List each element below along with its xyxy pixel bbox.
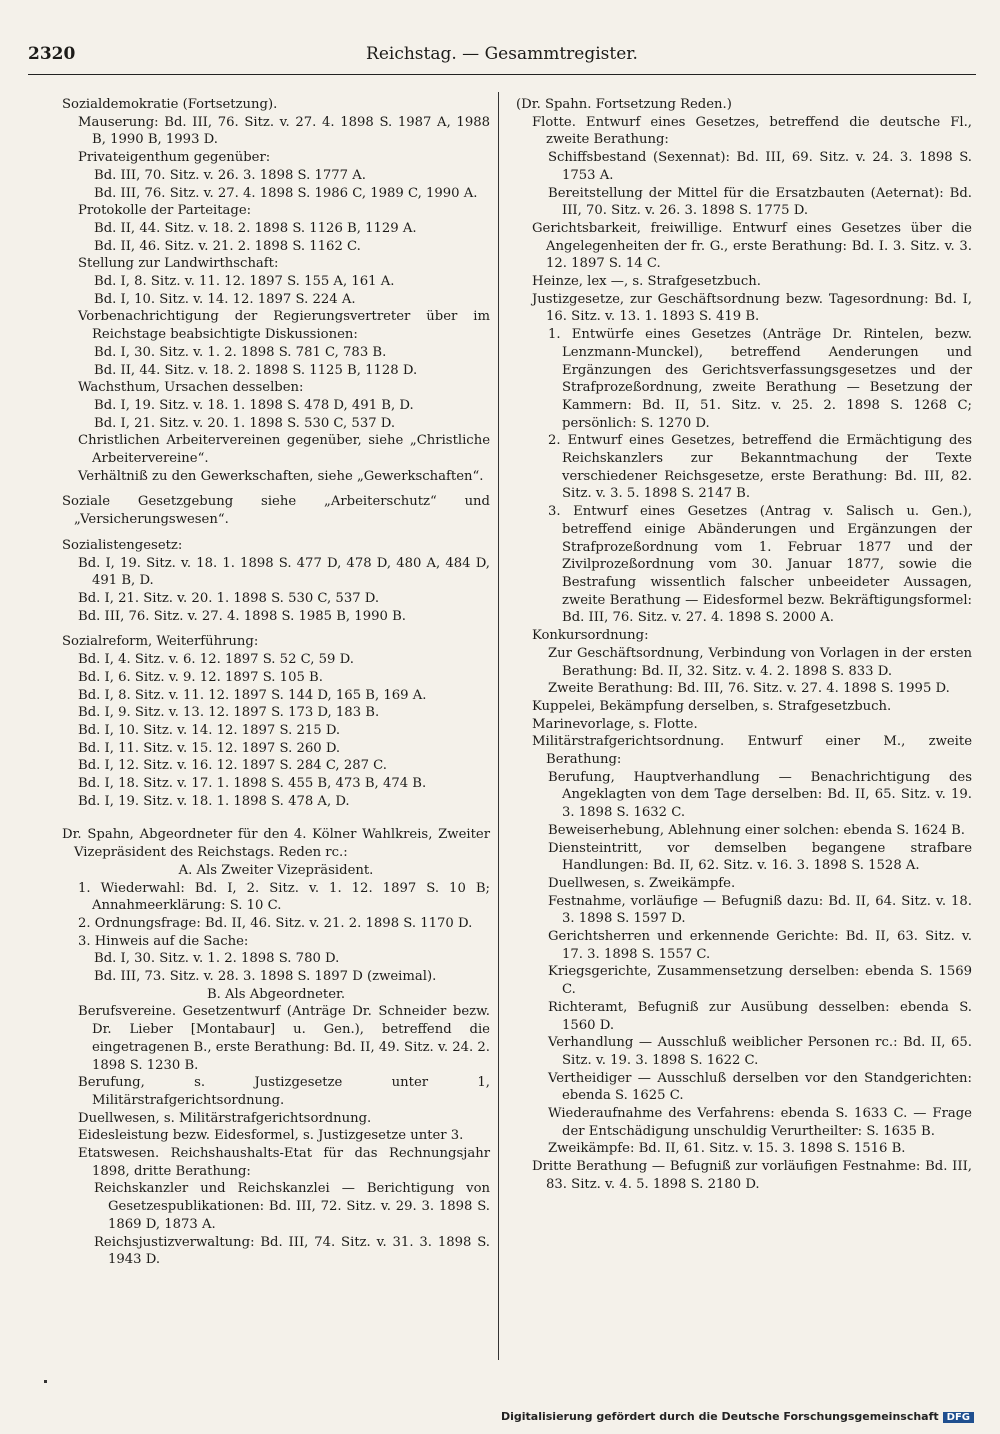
index-entry: Bd. I, 10. Sitz. v. 14. 12. 1897 S. 224 A. xyxy=(94,291,356,307)
index-entry: Verhandlung — Ausschluß weiblicher Personen rc.: Bd. II, 65. Sitz. v. 19. 3. 1898 S. 1622 C. xyxy=(548,1035,972,1068)
index-entry: Gerichtsbarkeit, freiwillige. Entwurf eines Gesetzes über die Angelegenheiten der fr. G., erste Berathung: Bd. I. 3. Sitz. v. 3. 12. 1897 S. 14 C. xyxy=(532,220,972,272)
index-entry: Eidesleistung bezw. Eidesformel, s. Justizgesetze unter 3. xyxy=(78,1128,464,1144)
index-entry: Dr. Spahn, Abgeordneter für den 4. Kölner Wahlkreis, Zweiter Vizepräsident des Reichstags. Reden rc.: xyxy=(62,827,490,861)
index-entry: Bd. I, 4. Sitz. v. 6. 12. 1897 S. 52 C, 59 D. xyxy=(78,652,354,668)
index-entry: 2. Entwurf eines Gesetzes, betreffend die Ermächtigung des Reichskanzlers zur Bekanntmachung der Texte verschiedener Reichsgesetze, erste Berathung: Bd. III, 82. Sitz. v. 3. 5. 1898 S. 2147 B. xyxy=(548,433,972,502)
index-entry: Berufsvereine. Gesetzentwurf (Anträge Dr. Schneider bezw. Dr. Lieber [Montabaur] u. Gen.), betreffend die eingetragenen B., erste Berathung: Bd. II, 49. Sitz. v. 24. 2. 1898 S. 1230 B. xyxy=(78,1004,490,1073)
index-entry: Duellwesen, s. Militärstrafgerichtsordnung. xyxy=(78,1110,372,1126)
index-entry: Soziale Gesetzgebung siehe „Arbeiterschutz“ und „Versicherungswesen“. xyxy=(62,494,490,528)
index-entry: Bd. I, 9. Sitz. v. 13. 12. 1897 S. 173 D, 183 B. xyxy=(78,705,380,721)
spacer xyxy=(62,810,490,826)
index-entry: Schiffsbestand (Sexennat): Bd. III, 69. Sitz. v. 24. 3. 1898 S. 1753 A. xyxy=(548,150,972,183)
index-entry: A. Als Zweiter Vizepräsident. xyxy=(178,862,374,878)
index-entry: 3. Hinweis auf die Sache: xyxy=(78,933,249,949)
index-entry: Vertheidiger — Ausschluß derselben vor den Standgerichten: ebenda S. 1625 C. xyxy=(548,1070,972,1104)
index-entry: Bd. III, 70. Sitz. v. 26. 3. 1898 S. 1777 A. xyxy=(94,167,366,183)
index-entry: Richteramt, Befugniß zur Ausübung desselben: ebenda S. 1560 D. xyxy=(548,999,972,1033)
dfg-logo: DFG xyxy=(943,1412,974,1423)
index-entry: Wachsthum, Ursachen desselben: xyxy=(78,380,304,396)
index-entry: Militärstrafgerichtsordnung. Entwurf einer M., zweite Berathung: xyxy=(532,734,972,768)
page-number: 2320 xyxy=(28,44,76,64)
spacer xyxy=(62,485,490,493)
index-entry: Sozialdemokratie (Fortsetzung). xyxy=(62,97,278,112)
index-entry: Zur Geschäftsordnung, Verbindung von Vorlagen in der ersten Berathung: Bd. II, 32. Sitz. v. 4. 2. 1898 S. 833 D. xyxy=(548,645,972,679)
index-entry: Mauserung: Bd. III, 76. Sitz. v. 27. 4. 1898 S. 1987 A, 1988 B, 1990 B, 1993 D. xyxy=(78,114,490,148)
index-entry: Bd. III, 76. Sitz. v. 27. 4. 1898 S. 1986 C, 1989 C, 1990 A. xyxy=(94,185,478,201)
index-entry: 1. Wiederwahl: Bd. I, 2. Sitz. v. 1. 12. 1897 S. 10 B; Annahmeerklärung: S. 10 C. xyxy=(78,880,490,914)
spacer xyxy=(62,625,490,633)
index-entry: Bd. II, 46. Sitz. v. 21. 2. 1898 S. 1162 C. xyxy=(94,238,361,254)
index-entry: Gerichtsherren und erkennende Gerichte: Bd. II, 63. Sitz. v. 17. 3. 1898 S. 1557 C. xyxy=(548,929,972,962)
index-entry: Sozialreform, Weiterführung: xyxy=(62,634,259,650)
index-entry: Bd. I, 21. Sitz. v. 20. 1. 1898 S. 530 C, 537 D. xyxy=(94,415,396,431)
index-entry: 3. Entwurf eines Gesetzes (Antrag v. Salisch u. Gen.), betreffend einige Abänderungen und Ergänzungen der Strafprozeßordnung vom 1. Februar 1877 und der Zivilprozeßordnung vom 30. Januar 1877, sowie die Bestrafung wissentlich falscher unbeeideter Aussagen, zweite Berathung — Eidesformel bezw. Bekräftigungsformel: Bd. III, 76. Sitz. v. 27. 4. 1898 S. 2000 A. xyxy=(548,504,972,626)
index-entry: Heinze, lex —, s. Strafgesetzbuch. xyxy=(532,274,761,290)
index-entry: Beweiserhebung, Ablehnung einer solchen: ebenda S. 1624 B. xyxy=(548,822,966,838)
index-entry: Stellung zur Landwirthschaft: xyxy=(78,256,279,272)
index-entry: Bd. I, 18. Sitz. v. 17. 1. 1898 S. 455 B, 473 B, 474 B. xyxy=(78,776,427,792)
index-entry: Bd. I, 30. Sitz. v. 1. 2. 1898 S. 780 D. xyxy=(94,951,340,967)
spacer xyxy=(62,529,490,537)
column-divider xyxy=(498,92,499,1360)
index-entry: Kriegsgerichte, Zusammensetzung derselben: ebenda S. 1569 C. xyxy=(548,964,972,998)
index-entry: Zweite Berathung: Bd. III, 76. Sitz. v. 27. 4. 1898 S. 1995 D. xyxy=(548,681,950,697)
footer-text: Digitalisierung gefördert durch die Deutsche Forschungsgemeinschaft xyxy=(500,1410,939,1423)
index-entry: Zweikämpfe: Bd. II, 61. Sitz. v. 15. 3. 1898 S. 1516 B. xyxy=(548,1141,906,1157)
index-entry: Protokolle der Parteitage: xyxy=(78,203,252,219)
page-speck xyxy=(44,1380,47,1383)
index-entry: Duellwesen, s. Zweikämpfe. xyxy=(548,875,736,891)
index-entry: Bd. I, 19. Sitz. v. 18. 1. 1898 S. 477 D, 478 D, 480 A, 484 D, 491 B, D. xyxy=(78,555,490,589)
index-entry: Vorbenachrichtigung der Regierungsvertreter über im Reichstage beabsichtigte Diskussionen: xyxy=(78,309,490,343)
left-column xyxy=(62,96,490,1269)
index-entry: 2. Ordnungsfrage: Bd. II, 46. Sitz. v. 21. 2. 1898 S. 1170 D. xyxy=(78,915,473,931)
index-entry: Bd. I, 11. Sitz. v. 15. 12. 1897 S. 260 D. xyxy=(78,740,341,756)
index-entry: Bereitstellung der Mittel für die Ersatzbauten (Aeternat): Bd. III, 70. Sitz. v. 26. 3. 1898 S. 1775 D. xyxy=(548,185,972,219)
index-entry: Dritte Berathung — Befugniß zur vorläufigen Festnahme: Bd. III, 83. Sitz. v. 4. 5. 1898 S. 2180 D. xyxy=(532,1159,972,1192)
index-entry: Reichsjustizverwaltung: Bd. III, 74. Sitz. v. 31. 3. 1898 S. 1943 D. xyxy=(94,1234,490,1268)
index-entry: Flotte. Entwurf eines Gesetzes, betreffend die deutsche Fl., zweite Berathung: xyxy=(532,114,972,148)
index-entry: Diensteintritt, vor demselben begangene strafbare Handlungen: Bd. II, 62. Sitz. v. 16. 3. 1898 S. 1528 A. xyxy=(548,840,972,874)
index-entry: B. Als Abgeordneter. xyxy=(206,986,346,1002)
index-entry: Bd. I, 19. Sitz. v. 18. 1. 1898 S. 478 A, D. xyxy=(78,793,350,809)
index-entry: Sozialistengesetz: xyxy=(62,537,183,553)
index-entry: Bd. I, 19. Sitz. v. 18. 1. 1898 S. 478 D, 491 B, D. xyxy=(94,397,414,413)
index-entry: Verhältniß zu den Gewerkschaften, siehe „Gewerkschaften“. xyxy=(78,468,484,484)
index-entry: Bd. I, 8. Sitz. v. 11. 12. 1897 S. 144 D, 165 B, 169 A. xyxy=(78,687,427,703)
index-entry: Berufung, s. Justizgesetze unter 1, Militärstrafgerichtsordnung. xyxy=(78,1075,490,1108)
index-entry: Marinevorlage, s. Flotte. xyxy=(532,716,698,732)
index-entry: Bd. I, 10. Sitz. v. 14. 12. 1897 S. 215 D. xyxy=(78,722,341,738)
index-entry: Bd. I, 30. Sitz. v. 1. 2. 1898 S. 781 C, 783 B. xyxy=(94,344,387,360)
index-entry: Bd. I, 21. Sitz. v. 20. 1. 1898 S. 530 C, 537 D. xyxy=(78,590,380,606)
index-entry: Privateigenthum gegenüber: xyxy=(78,150,271,166)
index-entry: Bd. II, 44. Sitz. v. 18. 2. 1898 S. 1125 B, 1128 D. xyxy=(94,362,418,378)
footer-credit xyxy=(501,1410,974,1423)
index-entry: Christlichen Arbeitervereinen gegenüber, siehe „Christliche Arbeitervereine“. xyxy=(78,433,490,467)
index-entry: Berufung, Hauptverhandlung — Benachrichtigung des Angeklagten von dem Tage derselben: Bd. II, 65. Sitz. v. 19. 3. 1898 S. 1632 C. xyxy=(548,769,972,821)
index-entry: Bd. II, 44. Sitz. v. 18. 2. 1898 S. 1126 B, 1129 A. xyxy=(94,220,417,236)
running-title: Reichstag. — Gesammtregister. xyxy=(366,44,638,64)
index-entry: Etatswesen. Reichshaushalts-Etat für das Rechnungsjahr 1898, dritte Berathung: xyxy=(78,1146,490,1179)
index-entry: Bd. I, 6. Sitz. v. 9. 12. 1897 S. 105 B. xyxy=(78,669,323,685)
index-entry: Bd. III, 76. Sitz. v. 27. 4. 1898 S. 1985 B, 1990 B. xyxy=(78,608,406,624)
index-entry: Justizgesetze, zur Geschäftsordnung bezw. Tagesordnung: Bd. I, 16. Sitz. v. 13. 1. 1893 S. 419 B. xyxy=(532,291,972,325)
index-entry: Reichskanzler und Reichskanzlei — Berichtigung von Gesetzespublikationen: Bd. III, 72. Sitz. v. 29. 3. 1898 S. 1869 D, 1873 A. xyxy=(94,1181,490,1232)
index-entry: 1. Entwürfe eines Gesetzes (Anträge Dr. Rintelen, bezw. Lenzmann-Munckel), betreffend Aenderungen und Ergänzungen des Gerichtsverfassungsgesetzes und der Strafprozeßordnung, zweite Berathung — Besetzung der Kammern: Bd. II, 51. Sitz. v. 25. 2. 1898 S. 1268 C; persönlich: S. 1270 D. xyxy=(548,327,972,431)
index-entry: (Dr. Spahn. Fortsetzung Reden.) xyxy=(516,97,732,112)
index-entry: Kuppelei, Bekämpfung derselben, s. Strafgesetzbuch. xyxy=(532,698,892,714)
index-entry: Wiederaufnahme des Verfahrens: ebenda S. 1633 C. — Frage der Entschädigung unschuldig Verurtheilter: S. 1635 B. xyxy=(548,1106,972,1139)
page-header xyxy=(28,44,976,75)
index-entry: Konkursordnung: xyxy=(532,628,649,644)
index-entry: Bd. I, 8. Sitz. v. 11. 12. 1897 S. 155 A, 161 A. xyxy=(94,274,395,290)
index-entry: Bd. I, 12. Sitz. v. 16. 12. 1897 S. 284 C, 287 C. xyxy=(78,758,387,774)
index-entry: Festnahme, vorläufige — Befugniß dazu: Bd. II, 64. Sitz. v. 18. 3. 1898 S. 1597 D. xyxy=(548,893,972,927)
index-entry: Bd. III, 73. Sitz. v. 28. 3. 1898 S. 1897 D (zweimal). xyxy=(94,969,437,985)
right-column xyxy=(516,96,972,1194)
